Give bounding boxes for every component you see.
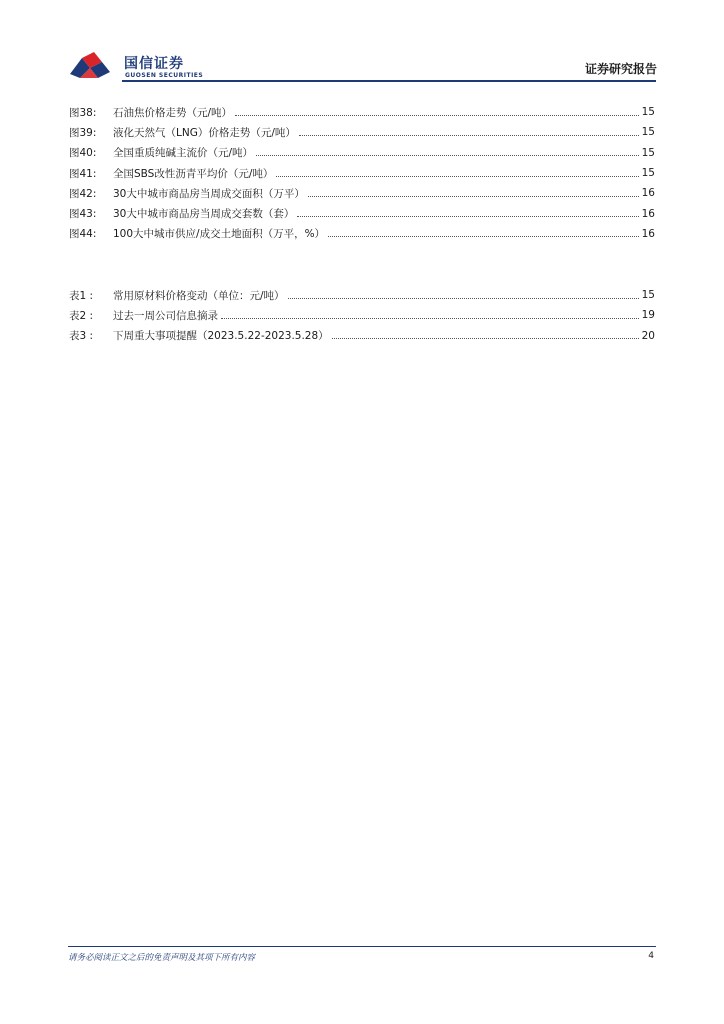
table-title: 过去一周公司信息摘录: [113, 309, 218, 322]
figure-page-number: 16: [641, 207, 655, 220]
dot-leader: [276, 176, 638, 177]
table-label: 表2 :: [69, 309, 94, 322]
table-label: 表3 :: [69, 330, 94, 343]
figure-title: 100大中城市供应/成交土地面积（万平，%）: [113, 228, 326, 241]
figure-title: 全国SBS改性沥青平均价（元/吨）: [113, 167, 274, 180]
figure-page-number: 15: [641, 146, 655, 159]
figure-label: 图40:: [69, 147, 97, 160]
logo-english-name: GUOSEN SECURITIES: [125, 72, 204, 79]
figure-title: 液化天然气（LNG）价格走势（元/吨）: [113, 126, 296, 139]
report-type-label: 证券研究报告: [584, 62, 657, 76]
figure-index-list: [69, 102, 655, 244]
table-index-list: [69, 285, 655, 346]
figure-title: 石油焦价格走势（元/吨）: [113, 106, 233, 119]
table-page-number: 15: [641, 289, 655, 302]
guosen-logo-mark-icon: [68, 50, 120, 82]
table-page-number: 20: [641, 329, 655, 342]
dot-leader: [297, 216, 638, 217]
figure-label: 图38:: [69, 106, 97, 119]
table-index-row[interactable]: [69, 305, 655, 325]
dot-leader: [299, 135, 639, 136]
figure-page-number: 16: [641, 187, 655, 200]
header-divider: [122, 80, 656, 82]
table-title: 常用原材料价格变动（单位：元/吨）: [113, 289, 285, 302]
dot-leader: [256, 155, 639, 156]
figure-page-number: 15: [641, 126, 655, 139]
figure-title: 30大中城市商品房当周成交面积（万平）: [113, 187, 305, 200]
table-index-row[interactable]: [69, 285, 655, 305]
figure-label: 图42:: [69, 187, 97, 200]
figure-label: 图39:: [69, 126, 97, 139]
figure-index-row[interactable]: [69, 122, 655, 142]
footer-divider: [68, 946, 656, 947]
dot-leader: [328, 236, 639, 237]
dot-leader: [221, 318, 639, 319]
logo-chinese-name: 国信证券: [124, 56, 184, 72]
table-index-row[interactable]: [69, 326, 655, 346]
figure-title: 全国重质纯碱主流价（元/吨）: [113, 147, 254, 160]
figure-label: 图44:: [69, 228, 97, 241]
figure-index-row[interactable]: [69, 102, 655, 122]
table-page-number: 19: [641, 309, 655, 322]
dot-leader: [332, 338, 639, 339]
footer-disclaimer: 请务必阅读正文之后的免责声明及其项下所有内容: [68, 953, 256, 963]
figure-page-number: 15: [641, 167, 655, 180]
figure-index-row[interactable]: [69, 224, 655, 244]
table-label: 表1 :: [69, 289, 94, 302]
page-header: [68, 48, 657, 88]
dot-leader: [288, 298, 639, 299]
figure-index-row[interactable]: [69, 183, 655, 203]
dot-leader: [308, 196, 639, 197]
figure-page-number: 16: [641, 227, 655, 240]
footer-page-number: 4: [648, 951, 654, 961]
figure-label: 图43:: [69, 208, 97, 221]
figure-label: 图41:: [69, 167, 97, 180]
figure-index-row[interactable]: [69, 143, 655, 163]
figure-page-number: 15: [641, 106, 655, 119]
table-title: 下周重大事项提醒（2023.5.22-2023.5.28）: [113, 330, 329, 343]
figure-index-row[interactable]: [69, 163, 655, 183]
figure-title: 30大中城市商品房当周成交套数（套）: [113, 208, 295, 221]
dot-leader: [235, 115, 639, 116]
guosen-logo: [68, 50, 208, 84]
figure-index-row[interactable]: [69, 203, 655, 223]
